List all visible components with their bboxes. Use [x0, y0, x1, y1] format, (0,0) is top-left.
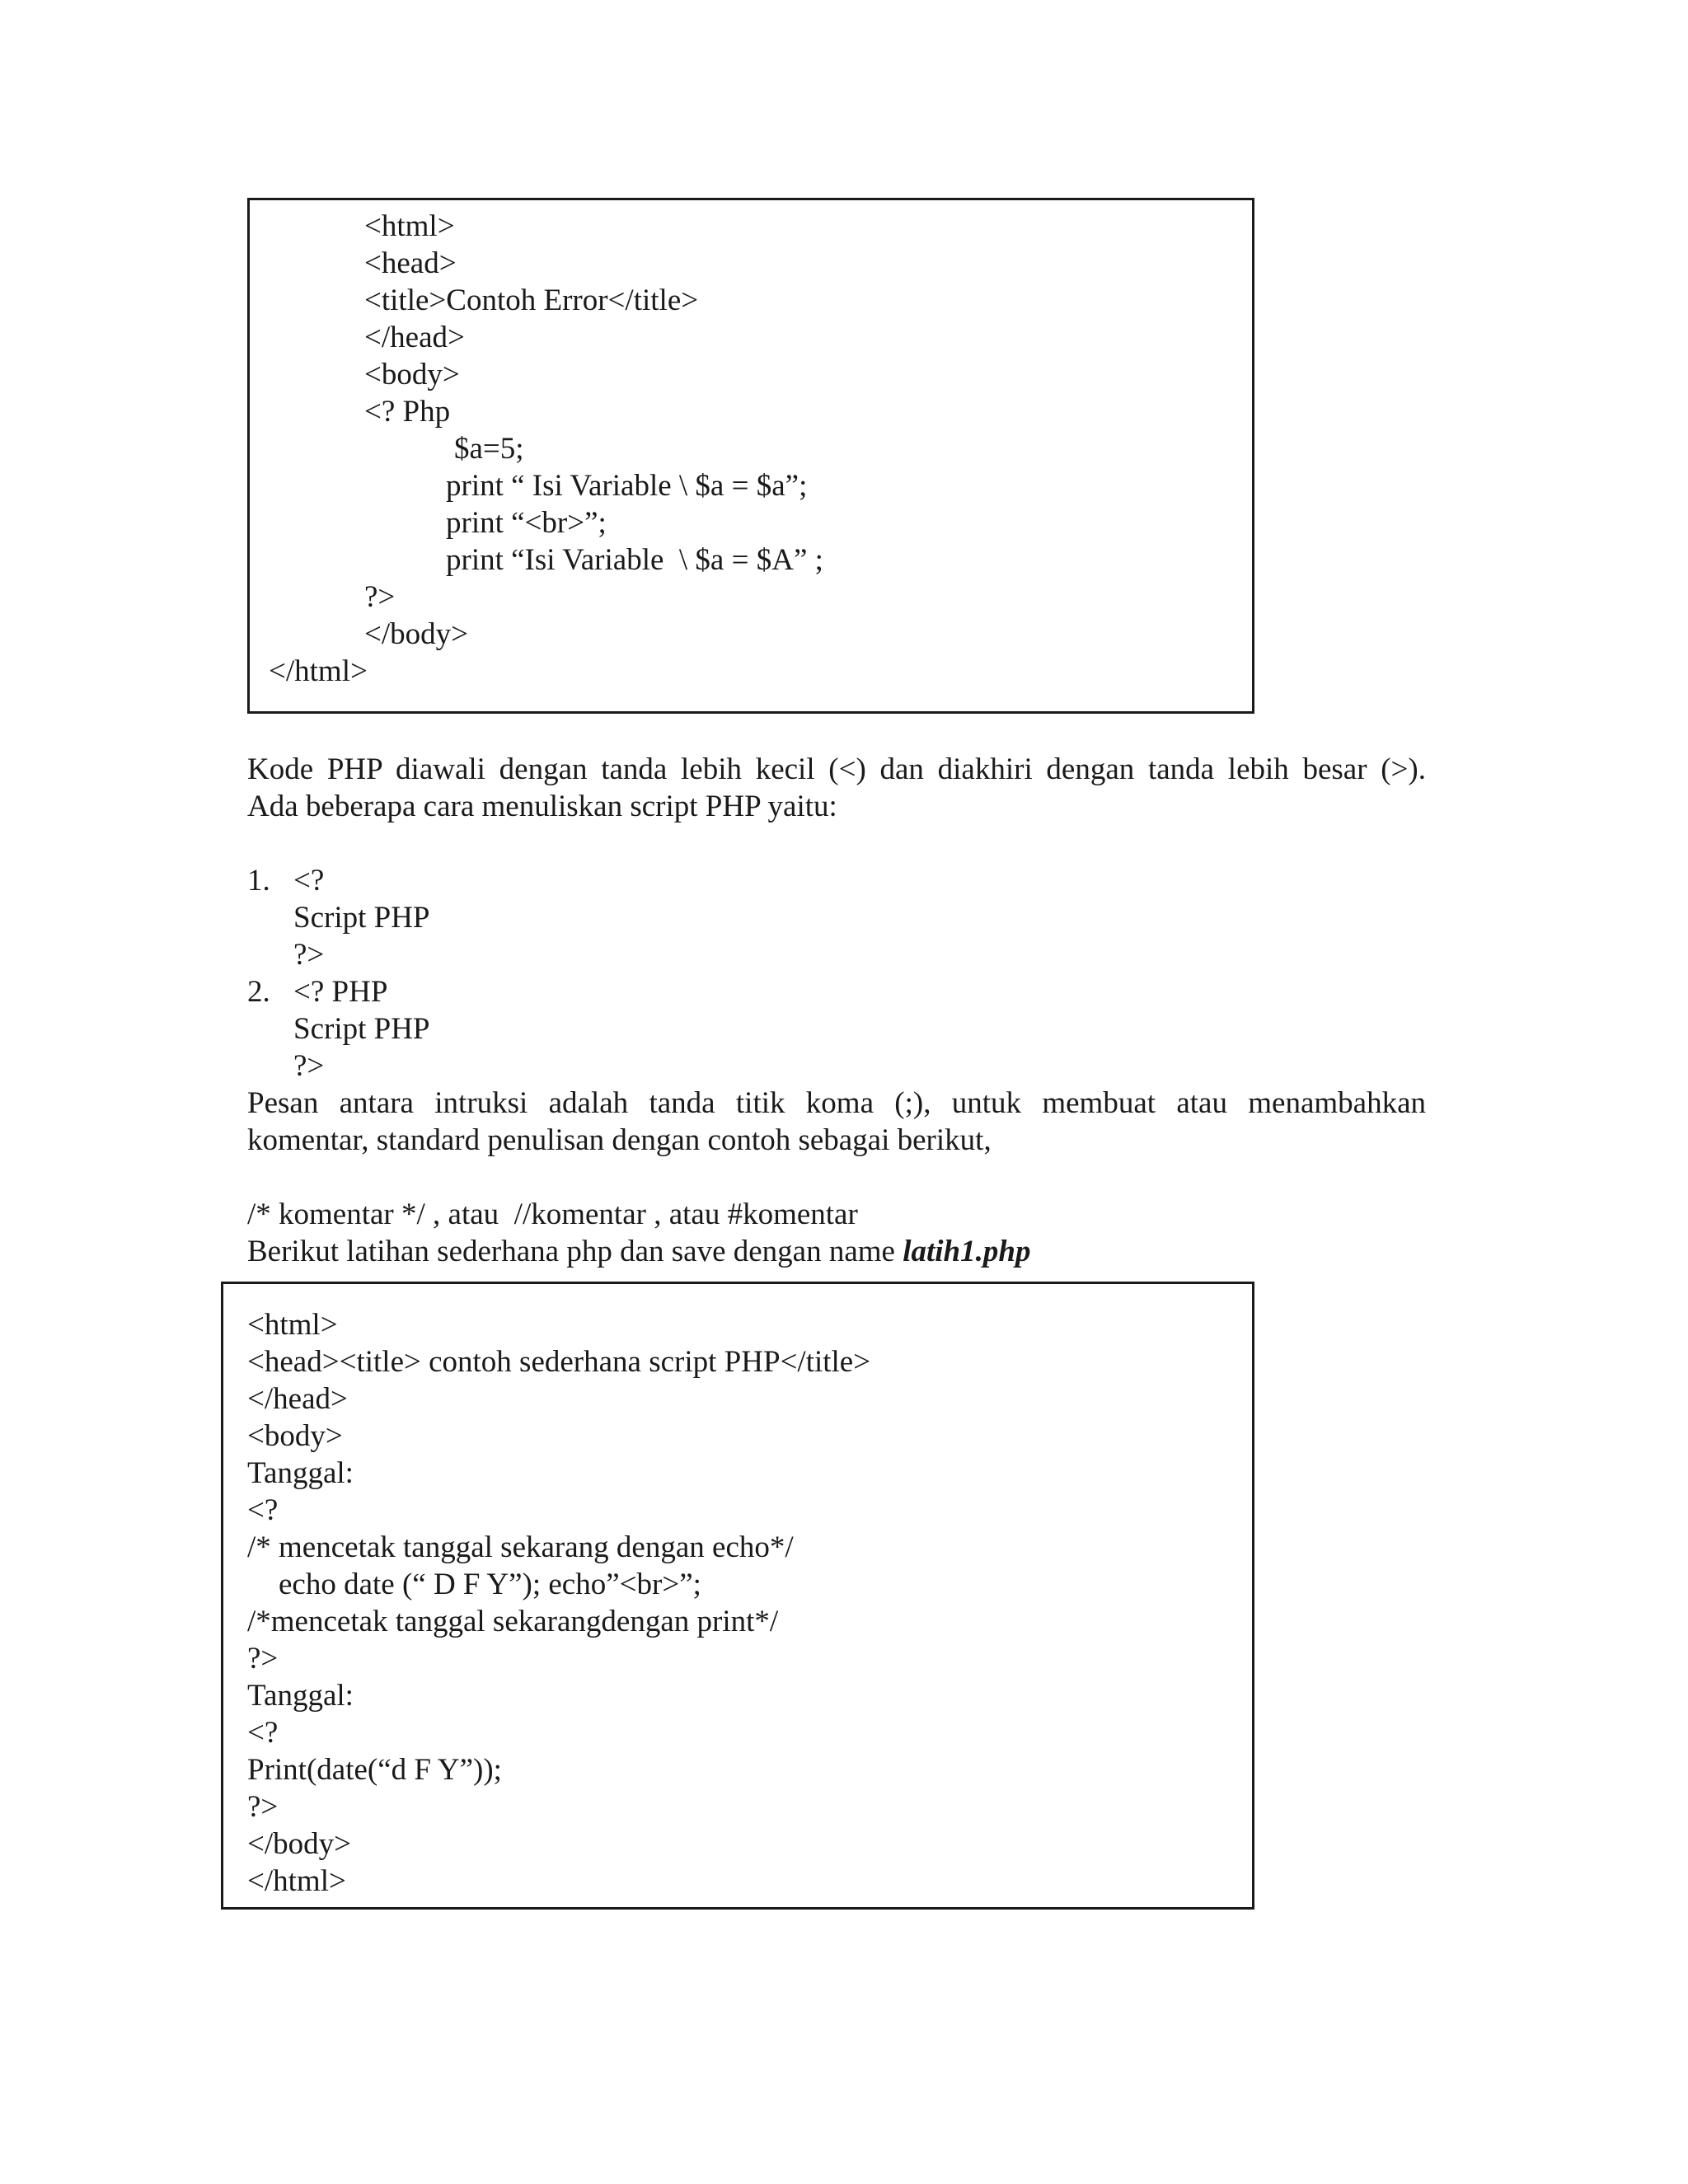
code-line: <?: [247, 1716, 279, 1750]
code-line: Tanggal:: [247, 1679, 354, 1713]
code-line: <body>: [364, 358, 460, 391]
code-line: echo date (“ D F Y”); echo”<br>”;: [279, 1568, 701, 1601]
list-item-line: ?>: [293, 1049, 325, 1083]
exercise-filename: latih1.php: [903, 1235, 1031, 1268]
code-line: <title>Contoh Error</title>: [364, 284, 699, 317]
comment-syntax: /* komentar */ , atau //komentar , atau #komentar: [247, 1197, 858, 1231]
code-line: <? Php: [364, 395, 451, 429]
list-item-line: <? PHP: [293, 975, 388, 1009]
code-line: print “Isi Variable \ $a = $A” ;: [446, 543, 823, 577]
code-line: ?>: [364, 580, 396, 614]
code-line: <?: [247, 1493, 279, 1527]
code-line: </head>: [364, 321, 465, 354]
code-line: </body>: [364, 617, 469, 651]
list-number: 1.: [247, 864, 270, 898]
code-line: /* mencetak tanggal sekarang dengan echo*/: [247, 1530, 794, 1564]
code-line: <html>: [247, 1308, 338, 1342]
code-line: </head>: [247, 1382, 348, 1416]
intro-line-1: Kode PHP diawali dengan tanda lebih kecil (<) dan diakhiri dengan tanda lebih besar (>).: [247, 752, 1426, 786]
comment-note-line-1: Pesan antara intruksi adalah tanda titik koma (;), untuk membuat atau menambahkan: [247, 1086, 1426, 1120]
code-line: <head><title> contoh sederhana script PHP</title>: [247, 1345, 871, 1379]
list-item-line: <?: [293, 864, 325, 898]
exercise-instruction: [247, 1233, 1030, 1270]
code-line: <html>: [364, 209, 455, 243]
code-line: ?>: [247, 1790, 279, 1824]
code-line: $a=5;: [454, 432, 524, 466]
code-line: <head>: [364, 246, 457, 280]
comment-note-line-2: komentar, standard penulisan dengan contoh sebagai berikut,: [247, 1123, 992, 1157]
list-item-line: Script PHP: [293, 1012, 430, 1046]
code-line: print “<br>”;: [446, 506, 607, 540]
code-line: </html>: [247, 1864, 346, 1898]
code-line: print “ Isi Variable \ $a = $a”;: [446, 469, 808, 503]
list-item-line: Script PHP: [293, 901, 430, 935]
list-item-line: ?>: [293, 938, 325, 972]
list-number: 2.: [247, 975, 270, 1009]
code-line: ?>: [247, 1642, 279, 1675]
code-line: </html>: [269, 654, 368, 688]
intro-line-2: Ada beberapa cara menuliskan script PHP yaitu:: [247, 790, 837, 823]
code-line: Print(date(“d F Y”));: [247, 1753, 502, 1787]
code-line: Tanggal:: [247, 1456, 354, 1490]
code-line: </body>: [247, 1827, 352, 1861]
exercise-text: Berikut latihan sederhana php dan save dengan name: [247, 1235, 903, 1268]
code-line: /*mencetak tanggal sekarangdengan print*/: [247, 1605, 779, 1638]
code-line: <body>: [247, 1419, 343, 1453]
